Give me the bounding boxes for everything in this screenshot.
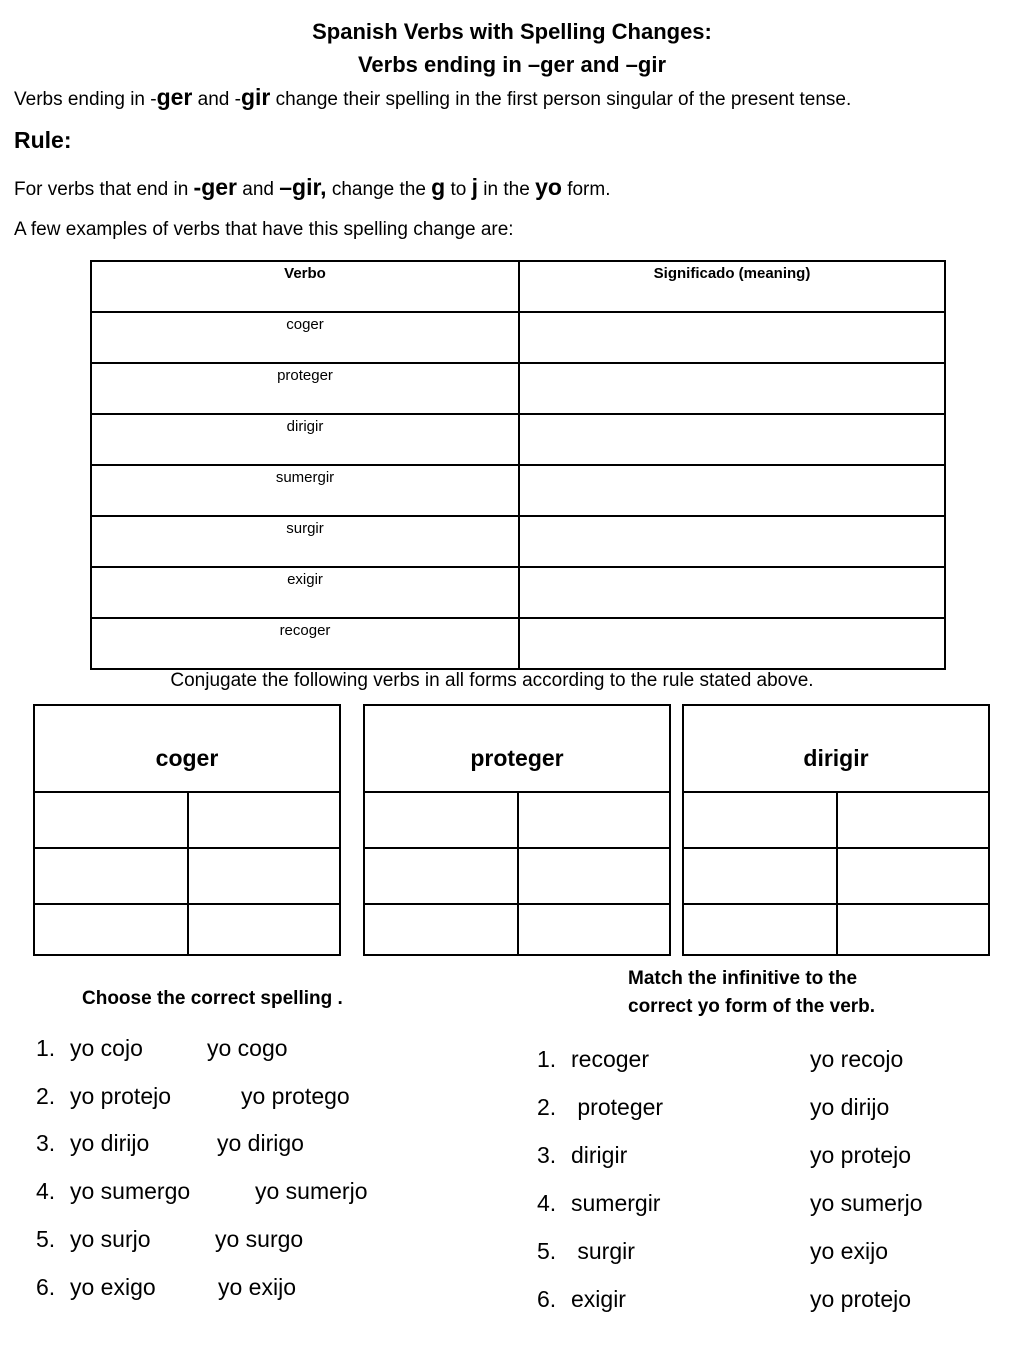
conjugate-instruction: Conjugate the following verbs in all forms according to the rule stated above. — [170, 670, 814, 691]
list-item: 6. yo exigo yo exijo — [36, 1274, 296, 1300]
match-infinitive[interactable]: surgir — [571, 1238, 635, 1264]
conjugation-grid[interactable] — [684, 793, 988, 954]
vocab-verb: surgir — [91, 516, 519, 567]
vocab-verb: sumergir — [91, 465, 519, 516]
list-item: 4. yo sumergo yo sumerjo — [36, 1178, 368, 1204]
choice-option[interactable]: yo dirigo — [217, 1130, 304, 1156]
choice-option[interactable]: yo protego — [241, 1083, 350, 1109]
match-infinitive[interactable]: dirigir — [571, 1142, 628, 1168]
match-infinitive[interactable]: sumergir — [571, 1190, 661, 1216]
conjugation-table-dirigir — [682, 704, 990, 956]
vocab-verb: proteger — [91, 363, 519, 414]
list-item: 3. yo dirijo yo dirigo — [36, 1130, 304, 1156]
match-infinitive[interactable]: proteger — [571, 1094, 664, 1120]
conjugation-grid[interactable] — [365, 793, 669, 954]
list-item: 2. yo protejo yo protego — [36, 1083, 350, 1109]
conjugation-table-title: dirigir — [684, 706, 988, 793]
page-subtitle: Verbs ending in –ger and –gir — [357, 52, 667, 77]
list-item: 3. dirigir — [537, 1142, 628, 1168]
conjugation-table-proteger — [363, 704, 671, 956]
table-row — [91, 516, 945, 567]
choice-option[interactable]: yo cojo — [70, 1035, 143, 1061]
choice-option[interactable]: yo surgo — [215, 1226, 304, 1252]
vocab-verb: recoger — [91, 618, 519, 669]
vocab-verb: coger — [91, 312, 519, 363]
meaning-cell[interactable] — [519, 414, 945, 465]
conjugation-table-coger — [33, 704, 341, 956]
rule-heading: Rule: — [14, 127, 72, 153]
list-item: 5. yo surjo yo surgo — [36, 1226, 304, 1252]
meaning-cell[interactable] — [519, 516, 945, 567]
meaning-cell[interactable] — [519, 363, 945, 414]
meaning-cell[interactable] — [519, 567, 945, 618]
match-yo-form[interactable]: yo protejo — [810, 1286, 912, 1312]
vocab-header-meaning: Significado (meaning) — [519, 261, 945, 312]
list-item: 4. sumergir — [537, 1190, 661, 1216]
page-title: Spanish Verbs with Spelling Changes: — [312, 19, 712, 44]
list-item: 1. yo cojo yo cogo — [36, 1035, 288, 1061]
table-row — [91, 567, 945, 618]
match-yo-form[interactable]: yo recojo — [810, 1046, 904, 1072]
intro-text: Verbs ending in -ger and -gir change their spelling in the first person singular of the present tense. — [14, 84, 852, 110]
choice-option[interactable]: yo exijo — [218, 1274, 296, 1300]
vocab-header-verbo: Verbo — [91, 261, 519, 312]
choose-heading: Choose the correct spelling . — [82, 988, 343, 1009]
choice-option[interactable]: yo cogo — [207, 1035, 288, 1061]
table-row — [91, 414, 945, 465]
choice-option[interactable]: yo dirijo — [70, 1130, 150, 1156]
vocab-table — [90, 260, 946, 670]
meaning-cell[interactable] — [519, 312, 945, 363]
vocab-verb: dirigir — [91, 414, 519, 465]
choice-option[interactable]: yo sumerjo — [255, 1178, 368, 1204]
choice-option[interactable]: yo sumergo — [70, 1178, 191, 1204]
table-row — [91, 363, 945, 414]
conjugation-table-title: coger — [35, 706, 339, 793]
examples-intro: A few examples of verbs that have this spelling change are: — [14, 219, 514, 240]
choice-option[interactable]: yo protejo — [70, 1083, 172, 1109]
list-item: 2. proteger — [537, 1094, 664, 1120]
match-yo-form[interactable]: yo exijo — [810, 1238, 888, 1264]
choice-option[interactable]: yo exigo — [70, 1274, 156, 1300]
table-row — [91, 465, 945, 516]
list-item: 6. exigir — [537, 1286, 626, 1312]
rule-text: For verbs that end in -ger and –gir, change the g to j in the yo form. — [14, 174, 611, 200]
match-yo-form[interactable]: yo dirijo — [810, 1094, 890, 1120]
match-infinitive[interactable]: recoger — [571, 1046, 649, 1072]
list-item: 1. recoger — [537, 1046, 649, 1072]
conjugation-table-title: proteger — [365, 706, 669, 793]
vocab-header-row — [91, 261, 945, 312]
meaning-cell[interactable] — [519, 618, 945, 669]
match-yo-form[interactable]: yo protejo — [810, 1142, 912, 1168]
table-row — [91, 312, 945, 363]
choice-option[interactable]: yo surjo — [70, 1226, 151, 1252]
list-item: 5. surgir — [537, 1238, 635, 1264]
meaning-cell[interactable] — [519, 465, 945, 516]
match-heading: Match the infinitive to the correct yo form of the verb. — [628, 968, 876, 1017]
match-yo-form[interactable]: yo sumerjo — [810, 1190, 923, 1216]
vocab-verb: exigir — [91, 567, 519, 618]
match-infinitive[interactable]: exigir — [571, 1286, 626, 1312]
conjugation-grid[interactable] — [35, 793, 339, 954]
table-row — [91, 618, 945, 669]
